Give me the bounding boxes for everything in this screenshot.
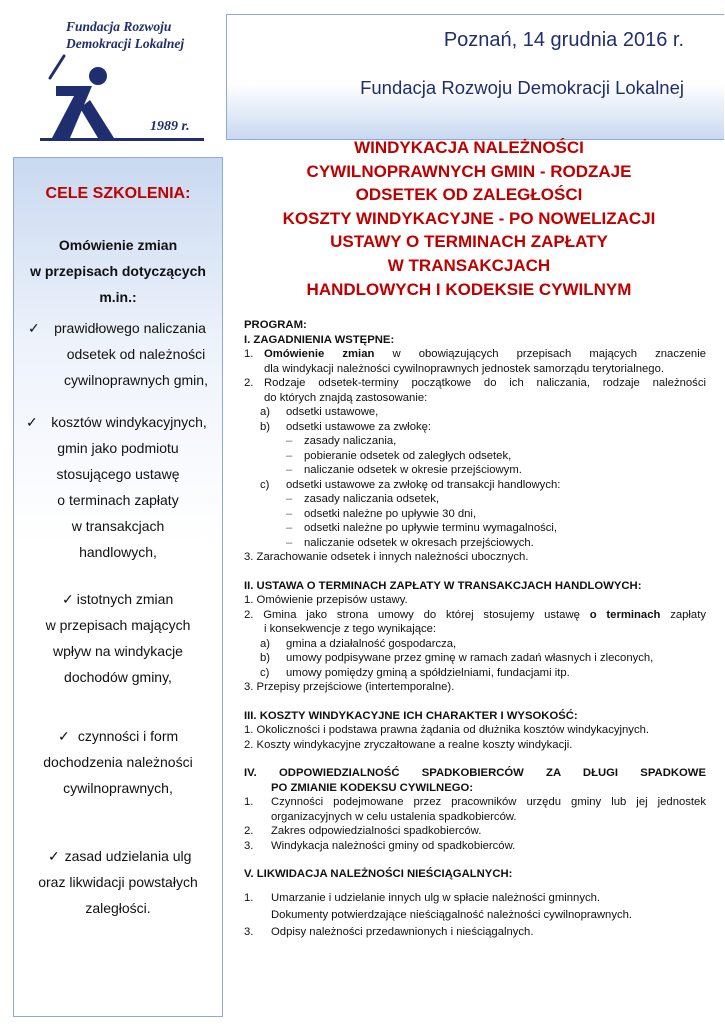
header-organization: Fundacja Rozwoju Demokracji Lokalnej (360, 77, 684, 98)
item-text: Odpisy należności przedawnionych i nieściągalnych. (271, 925, 534, 938)
list-item (244, 608, 706, 623)
sidebar-goal-item (14, 586, 222, 690)
list-item: i konsekwencje z tego wynikające: (264, 623, 437, 635)
item-number: 1. (244, 348, 254, 360)
program-heading: PROGRAM: (244, 319, 307, 331)
sidebar-goal-line: cywilnoprawnych, (63, 780, 173, 796)
item-number: 2. (244, 825, 254, 837)
dash-text: naliczanie odsetek w okresie przejściowym. (304, 464, 522, 476)
sidebar-goal-line: dochodzenia należności (43, 754, 193, 770)
item-text: Rodzaje odsetek-terminy początkowe do ich naliczania, rodzaje należności (264, 377, 706, 389)
program-section (244, 318, 706, 941)
dash-icon: – (286, 449, 293, 462)
sidebar-goal-line: o terminach zapłaty (57, 492, 179, 508)
subitem-text: odsetki ustawowe za zwłokę: (286, 420, 432, 433)
sidebar-goal-line: wpływ na windykacje (53, 643, 183, 659)
sidebar-goal-line: gmin jako podmiotu (57, 440, 179, 456)
sidebar-goal-line: cywilnoprawnych gmin, (64, 372, 208, 388)
list-subitem (244, 420, 706, 435)
list-subitem (244, 651, 706, 666)
sidebar-intro (14, 232, 222, 310)
dash-item (244, 434, 706, 449)
item-number: 1. (244, 891, 254, 904)
section-title: I. ZAGADNIENIA WSTĘPNE: (244, 333, 395, 346)
sidebar-intro-line: w przepisach dotyczących (30, 263, 206, 279)
sidebar-goal-line: czynności i form (77, 728, 179, 744)
item-text: Umarzanie i udzielanie innych ulg w spłacie należności gminnych. (271, 891, 601, 904)
list-item (244, 347, 706, 376)
subitem-label: a) (260, 637, 271, 650)
logo (40, 14, 210, 144)
dash-item (244, 507, 706, 522)
list-item: 3. Przepisy przejściowe (intertemporalne). (244, 681, 455, 693)
dash-item (244, 536, 706, 551)
logo-figure-icon (46, 54, 126, 140)
subitem-label: a) (260, 406, 271, 418)
logo-name-line1: Fundacja Rozwoju (66, 19, 172, 34)
item-text: do których znajdą zastosowanie: (264, 391, 428, 404)
sidebar-goal-line: dochodów gminy, (64, 669, 172, 685)
dash-item (244, 463, 706, 478)
item-bold: o terminach (589, 608, 661, 621)
item-number: 3. (244, 925, 254, 938)
sidebar-goal-item (14, 315, 222, 393)
list-subitem (244, 478, 706, 493)
list-item (244, 824, 706, 839)
title-line: W TRANSAKCJACH (387, 255, 551, 275)
sidebar-intro-line: Omówienie zmian (58, 237, 178, 253)
sidebar-goal-line: w transakcjach (71, 518, 165, 534)
checkmark-icon: ✓ (62, 591, 74, 607)
subitem-label: c) (260, 478, 270, 491)
item-text: 2. Gmina jako strona umowy do której stosujemy ustawę (244, 608, 590, 621)
subitem-text: odsetki ustawowe za zwłokę od transakcji handlowych: (286, 478, 561, 491)
logo-name (66, 18, 184, 52)
dash-item (244, 521, 706, 536)
title-line: KOSZTY WINDYKACYJNE - PO NOWELIZACJI (282, 208, 656, 228)
list-item (244, 890, 706, 924)
list-subitem (244, 637, 706, 652)
sidebar-goal-item (14, 723, 222, 801)
item-number: 1. (244, 796, 254, 808)
sidebar-goal-line: zaległości. (85, 900, 151, 916)
item-text: w obowiązujących przepisach mających znaczenie (374, 348, 706, 360)
sidebar-goal-item (14, 843, 222, 921)
subitem-text: gmina a działalność gospodarcza, (286, 637, 457, 650)
sidebar-goals (13, 157, 223, 1017)
item-text: Czynności podejmowane przez pracowników urzędu gminy lub jej jednostek (271, 796, 706, 808)
dash-text: odsetki należne po upływie terminu wymagalności, (304, 522, 558, 534)
item-text: Dokumenty potwierdzające nieściągalność należności cywilnoprawnych. (271, 908, 633, 921)
dash-text: odsetki należne po upływie 30 dni, (304, 507, 477, 520)
sidebar-goal-line: kosztów windykacyjnych, (51, 414, 207, 430)
list-item: 1. Okoliczności i podstawa prawna żądania od dłużnika kosztów windykacyjnych. (244, 724, 650, 736)
header-box (226, 14, 724, 140)
title-line: WINDYKACJA NALEŻNOŚCI (354, 138, 584, 157)
section-title: PO ZMIANIE KODEKSU CYWILNEGO: (271, 781, 474, 794)
sidebar-goal-line: odsetek od należności (66, 346, 206, 362)
title-line: HANDLOWYCH I KODEKSIE CYWILNYM (306, 279, 632, 299)
dash-text: zasady naliczania, (304, 435, 397, 447)
logo-underline (40, 138, 204, 141)
sidebar-goal-line: istotnych zmian (76, 591, 174, 607)
title-line: CYWILNOPRAWNYCH GMIN - RODZAJE (306, 161, 632, 181)
list-subitem (244, 666, 706, 681)
item-number: 3. (244, 839, 254, 852)
logo-year: 1989 r. (150, 119, 190, 134)
dash-item (244, 492, 706, 507)
section-title: III. KOSZTY WINDYKACYJNE ICH CHARAKTER I WYSOKOŚĆ: (244, 709, 578, 722)
list-item (244, 924, 706, 941)
subitem-label: c) (260, 666, 270, 679)
dash-icon: – (286, 536, 293, 549)
item-bold: Omówienie zmian (264, 348, 375, 360)
sidebar-goal-item (14, 409, 222, 565)
sidebar-title: CELE SZKOLENIA: (45, 185, 191, 202)
sidebar-goal-line: stosującego ustawę (56, 466, 180, 482)
checkmark-icon: ✓ (26, 414, 38, 430)
subitem-text: umowy pomiędzy gminą a spółdzielniami, fundacjami itp. (286, 666, 570, 679)
item-text: dla windykacji należności cywilnoprawnych jednostek samorządu terytorialnego. (264, 362, 664, 375)
list-item: 2. Koszty windykacyjne zryczałtowane a realne koszty windykacji. (244, 738, 573, 751)
list-item: 1. Omówienie przepisów ustawy. (244, 594, 408, 606)
dash-text: pobieranie odsetek od zaległych odsetek, (304, 449, 512, 462)
logo-name-line2: Demokracji Lokalnej (66, 36, 185, 51)
item-text: zapłaty (660, 608, 707, 621)
sidebar-goal-line: oraz likwidacji powstałych (38, 874, 198, 890)
header-date: Poznań, 14 grudnia 2016 r. (443, 29, 684, 51)
subitem-label: b) (260, 420, 271, 433)
dash-icon: – (286, 522, 293, 534)
item-text: Zakres odpowiedzialności spadkobierców. (271, 825, 482, 837)
sidebar-goal-line: handlowych, (79, 544, 157, 560)
section-title: V. LIKWIDACJA NALEŻNOŚCI NIEŚCIĄGALNYCH: (244, 868, 513, 880)
checkmark-icon: ✓ (58, 728, 70, 744)
sidebar-goal-line: prawidłowego naliczania (54, 320, 206, 336)
sidebar-goal-line: zasad udzielania ulg (64, 848, 192, 864)
subitem-label: b) (260, 652, 271, 664)
dash-icon: – (286, 435, 293, 447)
dash-text: naliczanie odsetek w okresach przejściowych. (304, 536, 534, 549)
dash-icon: – (286, 464, 293, 476)
sidebar-intro-line: m.in.: (99, 289, 137, 305)
subitem-text: umowy podpisywane przez gminę w ramach zadań własnych i zleconych, (286, 652, 654, 664)
title-line: ODSETEK OD ZALEGŁOŚCI (355, 185, 583, 205)
dash-icon: – (286, 493, 293, 505)
list-item (244, 839, 706, 854)
checkmark-icon: ✓ (48, 848, 60, 864)
list-item (244, 795, 706, 824)
dash-text: zasady naliczania odsetek, (304, 493, 440, 505)
section-title: IV. ODPOWIEDZIALNOŚĆ SPADKOBIERCÓW ZA DŁUGI SPADKOWE (244, 767, 706, 779)
dash-item (244, 449, 706, 464)
list-subitem (244, 405, 706, 420)
sidebar-goal-line: w przepisach mających (45, 617, 191, 633)
list-item (244, 376, 706, 405)
item-number: 2. (244, 377, 254, 389)
page-title (226, 136, 712, 301)
dash-icon: – (286, 507, 293, 520)
checkmark-icon: ✓ (28, 320, 40, 336)
subitem-text: odsetki ustawowe, (286, 406, 379, 418)
item-text: organizacyjnych w celu ustalenia spadkobierców. (271, 810, 517, 823)
section-title: II. USTAWA O TERMINACH ZAPŁATY W TRANSAKCJACH HANDLOWYCH: (244, 579, 642, 592)
title-line: USTAWY O TERMINACH ZAPŁATY (330, 232, 608, 252)
list-item: 3. Zarachowanie odsetek i innych należności ubocznych. (244, 551, 529, 563)
item-text: Windykacja należności gminy od spadkobierców. (271, 839, 516, 852)
